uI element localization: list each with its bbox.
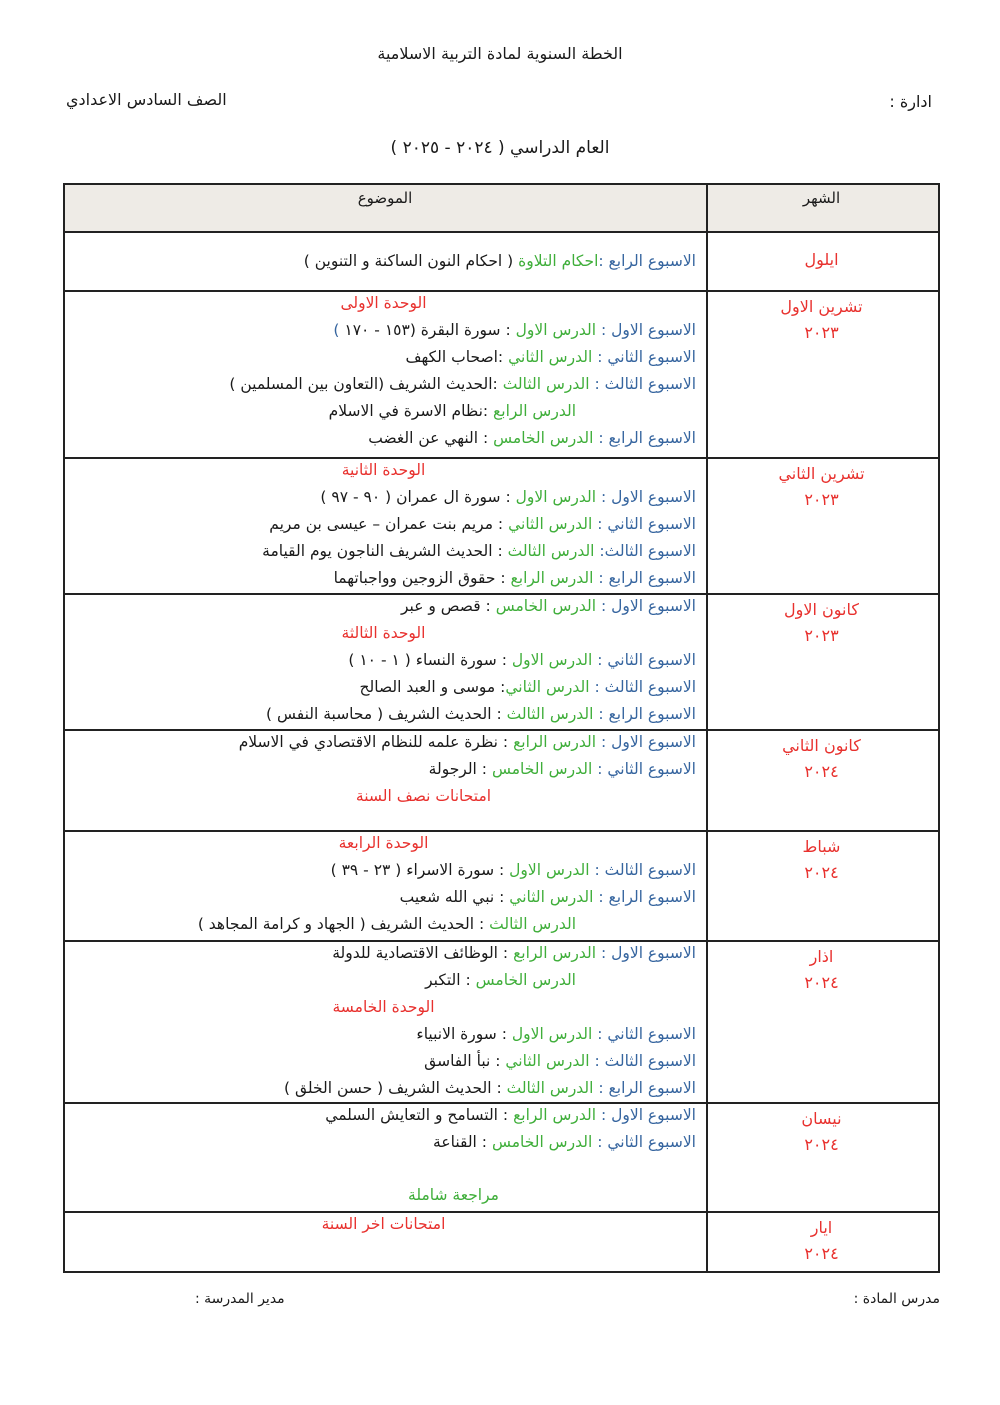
table-row (65, 290, 938, 457)
lesson-line (71, 1129, 696, 1156)
lesson-topic: : التكبر (425, 971, 476, 989)
topic-cell (71, 729, 696, 810)
lesson-label: الدرس الاول (511, 1025, 598, 1043)
week-label: الاسبوع الرابع : (598, 705, 696, 723)
table-row (65, 729, 938, 830)
lesson-line (71, 884, 696, 911)
lesson-line (71, 1048, 696, 1075)
lesson-line: الاسبوع الاول : الدرس الاول : سورة البقرة (١٥٣ - ١٧٠ ) (333, 321, 696, 339)
month-name: تشرين الثاني (778, 464, 865, 483)
lesson-label: الدرس الاول (511, 651, 598, 669)
exam-note: امتحانات نصف السنة (355, 787, 492, 805)
month-year: ٢٠٢٣ (804, 323, 839, 342)
month-year: ٢٠٢٤ (804, 863, 839, 882)
week-label: الاسبوع الثالث: (599, 542, 696, 560)
lesson-label: الدرس الخامس (475, 971, 576, 989)
exam-note: امتحانات اخر السنة (321, 1215, 446, 1233)
academic-year: العام الدراسي ( ٢٠٢٤ - ٢٠٢٥ ) (390, 138, 610, 158)
month-name: ايار (810, 1218, 833, 1237)
unit-heading: الوحدة الخامسة (332, 998, 435, 1016)
lesson-topic: : النهي عن الغضب (368, 429, 494, 447)
row-divider (65, 290, 938, 292)
lesson-label: الدرس الثاني (509, 888, 599, 906)
lesson-line (71, 1021, 696, 1048)
lesson-line (71, 674, 696, 701)
lesson-topic: : مريم بنت عمران – عيسى بن مريم (269, 515, 509, 533)
lesson-label: الدرس الثاني (508, 348, 598, 366)
table-row (65, 457, 938, 593)
week-label: الاسبوع الثاني : (597, 515, 696, 533)
month-cell (705, 834, 938, 886)
lesson-line (71, 701, 696, 728)
month-year: ٢٠٢٣ (804, 490, 839, 509)
lesson-label: الدرس الخامس (493, 429, 599, 447)
topic-cell (71, 940, 696, 1102)
lesson-label: الدرس الثالث (502, 375, 595, 393)
row-divider (65, 729, 938, 731)
lesson-label: الدرس الثالث (507, 542, 600, 560)
week-label: الاسبوع الرابع : (598, 569, 696, 587)
page-title: الخطة السنوية لمادة التربية الاسلامية (377, 44, 623, 63)
month-name: كانون الثاني (782, 736, 861, 755)
lesson-line (71, 248, 696, 275)
month-cell (705, 461, 938, 513)
topic-cell (71, 248, 696, 275)
lesson-topic: ( احكام النون الساكنة و التنوين ) (303, 252, 519, 270)
lesson-topic: : نظرة علمه للنظام الاقتصادي في الاسلام (238, 733, 514, 751)
lesson-label: الدرس الاول (509, 861, 595, 879)
row-divider (65, 830, 938, 832)
lesson-topic: :نظام الاسرة في الاسلام (328, 402, 494, 420)
lesson-topic: : الحديث الشريف ( حسن الخلق ) (284, 1079, 507, 1097)
week-label: الاسبوع الرابع : (598, 888, 696, 906)
header-topic: الموضوع (357, 189, 413, 207)
month-name: نيسان (801, 1109, 842, 1128)
month-cell (705, 1106, 938, 1158)
lesson-label: احكام التلاوة (518, 252, 599, 270)
lesson-line (71, 756, 696, 783)
week-label: الاسبوع الرابع : (598, 1079, 696, 1097)
lesson-line (71, 484, 696, 511)
lesson-label: الدرس الثاني (505, 1052, 595, 1070)
week-label: الاسبوع الثالث : (594, 861, 696, 879)
lesson-label: الدرس الخامس (495, 597, 601, 615)
lesson-topic: : قصص و عبر (400, 597, 496, 615)
lesson-topic: : الوظائف الاقتصادية للدولة (332, 944, 514, 962)
week-label: الاسبوع الثاني : (597, 1133, 696, 1151)
week-label: الاسبوع الثالث : (594, 678, 696, 696)
lesson-line (71, 565, 696, 592)
month-name: تشرين الاول (780, 297, 863, 316)
lesson-label: الدرس الثاني (505, 678, 595, 696)
month-cell (705, 1215, 938, 1267)
row-divider (65, 457, 938, 459)
week-label: الاسبوع الثاني : (597, 651, 696, 669)
month-name: كانون الاول (784, 600, 859, 619)
lesson-line (71, 344, 696, 371)
table-row (65, 830, 938, 940)
table-row (65, 231, 938, 290)
lesson-label: الدرس الرابع (513, 944, 601, 962)
lesson-topic: : الحديث الشريف الناجون يوم القيامة (262, 542, 508, 560)
lesson-topic: : سورة النساء ( ١ - ١٠ ) (348, 651, 512, 669)
table-row (65, 940, 938, 1102)
table-row (65, 593, 938, 729)
week-label: الاسبوع الرابع : (598, 252, 696, 270)
lesson-label: الدرس الثالث (489, 915, 576, 933)
lesson-label: الدرس الاول (515, 321, 601, 339)
lesson-line (71, 371, 696, 398)
lesson-topic: : سورة ال عمران ( ٩٠ - ٩٧ ) (320, 488, 516, 506)
topic-cell (71, 1211, 696, 1238)
lesson-topic: : التسامح و التعايش السلمي (325, 1106, 514, 1124)
lesson-topic: : سورة الاسراء ( ٢٣ - ٣٩ ) (330, 861, 510, 879)
month-year: ٢٠٢٤ (804, 973, 839, 992)
lesson-label: الدرس الخامس (491, 1133, 598, 1151)
lesson-label: الدرس الثالث (506, 1079, 599, 1097)
lesson-line (71, 538, 696, 565)
lesson-label: الدرس الرابع (513, 1106, 601, 1124)
lesson-label: الدرس الثالث (506, 705, 599, 723)
week-label: الاسبوع الاول : (600, 1106, 696, 1124)
lesson-line (71, 729, 696, 756)
week-label: الاسبوع الثاني : (597, 760, 696, 778)
month-year: ٢٠٢٤ (804, 762, 839, 781)
row-divider (65, 940, 938, 942)
month-cell (705, 597, 938, 649)
week-label: الاسبوع الثالث : (594, 375, 696, 393)
lesson-topic: : سورة الانبياء (416, 1025, 512, 1043)
week-label: الاسبوع الاول : (600, 597, 696, 615)
topic-cell (71, 457, 696, 592)
lesson-topic: :اصحاب الكهف (405, 348, 509, 366)
lesson-topic: : نبي الله شعيب (399, 888, 510, 906)
topic-cell (71, 830, 696, 938)
principal-signature-label: مدير المدرسة : (195, 1291, 285, 1307)
row-divider (65, 593, 938, 595)
lesson-topic: :الحديث الشريف (التعاون بين المسلمين ) (229, 375, 503, 393)
row-divider (65, 1102, 938, 1104)
week-label: الاسبوع الثالث : (594, 1052, 696, 1070)
lesson-label: الدرس الثاني (508, 515, 598, 533)
month-cell (705, 294, 938, 346)
lesson-label: الدرس الاول (515, 488, 601, 506)
week-label: الاسبوع الاول : (600, 733, 696, 751)
week-label: الاسبوع الاول : (600, 944, 696, 962)
topic-cell (71, 290, 696, 452)
month-year: ٢٠٢٤ (804, 1135, 839, 1154)
lesson-topic: : سورة البقرة (١٥٣ - ١٧٠ (344, 321, 516, 339)
month-year: ٢٠٢٤ (804, 1244, 839, 1263)
table-header (65, 185, 938, 233)
month-cell (705, 247, 938, 273)
unit-heading: الوحدة الثانية (341, 461, 426, 479)
header-month: الشهر (802, 189, 841, 207)
lesson-line (71, 1102, 696, 1129)
lesson-line (71, 911, 696, 938)
lesson-line (71, 857, 696, 884)
lesson-topic: : الحديث الشريف ( الجهاد و كرامة المجاهد ) (197, 915, 490, 933)
lesson-topic: : الرجولة (428, 760, 492, 778)
month-cell (705, 733, 938, 785)
grade-label: الصف السادس الاعدادي (66, 90, 227, 109)
lesson-label: الدرس الرابع (493, 402, 576, 420)
lesson-line (71, 511, 696, 538)
lesson-line (71, 1075, 696, 1102)
lesson-label: الدرس الرابع (513, 733, 601, 751)
lesson-line (71, 425, 696, 452)
table-row (65, 1102, 938, 1211)
lesson-topic: : موسى و العبد الصالح (359, 678, 506, 696)
administration-label: ادارة : (889, 92, 932, 111)
table-row (65, 1211, 938, 1273)
unit-heading: الوحدة الثالثة (341, 624, 426, 642)
lesson-topic: : الحديث الشريف ( محاسبة النفس ) (266, 705, 507, 723)
lesson-label: الدرس الخامس (491, 760, 598, 778)
plan-table (63, 183, 940, 1273)
week-label: الاسبوع الرابع : (598, 429, 696, 447)
unit-heading: الوحدة الاولى (340, 294, 427, 312)
lesson-line (71, 967, 696, 994)
row-divider (65, 1211, 938, 1213)
lesson-line (71, 647, 696, 674)
month-name: ايلول (804, 250, 839, 269)
unit-heading: الوحدة الرابعة (338, 834, 429, 852)
topic-cell (71, 593, 696, 728)
teacher-signature-label: مدرس المادة : (853, 1291, 940, 1307)
week-label: الاسبوع الاول : (600, 321, 696, 339)
month-name: اذار (809, 947, 834, 966)
lesson-line (71, 398, 696, 425)
month-cell (705, 944, 938, 996)
lesson-line (71, 940, 696, 967)
week-label: الاسبوع الثاني : (597, 1025, 696, 1043)
lesson-topic: : القناعة (433, 1133, 492, 1151)
month-name: شباط (802, 837, 841, 856)
topic-cell (71, 1102, 696, 1209)
month-year: ٢٠٢٣ (804, 626, 839, 645)
lesson-line (71, 593, 696, 620)
week-label: الاسبوع الثاني : (597, 348, 696, 366)
lesson-label: الدرس الرابع (510, 569, 599, 587)
review-note: مراجعة شاملة (408, 1186, 499, 1204)
week-label: الاسبوع الاول : (600, 488, 696, 506)
lesson-topic: : حقوق الزوجين وواجباتهما (333, 569, 511, 587)
lesson-topic: : نبأ الفاسق (424, 1052, 506, 1070)
